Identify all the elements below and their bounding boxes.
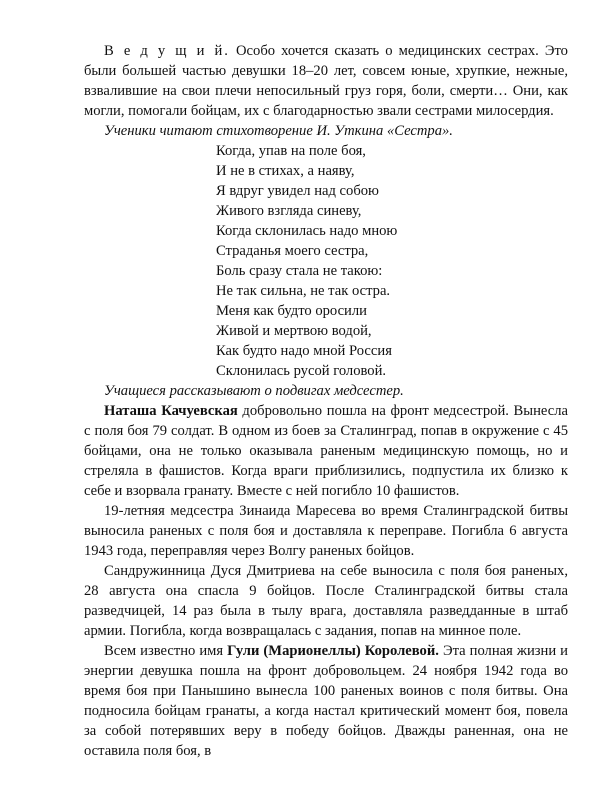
poem-line: Живого взгляда синеву, [216,203,362,219]
poem-line: Когда склонилась надо мною [216,223,398,239]
paragraph-kachuevskaya [84,401,568,501]
poem-line: Я вдруг увидел над собою [216,183,379,199]
poem-line: Живой и мертвою водой, [216,323,372,339]
poem-line: Склонилась русой головой. [216,363,387,379]
paragraph-mareseva: 19-летняя медсестра Зинаида Маресева во время Сталинградской битвы выносила раненых с поля боя и доставляла к переправе. Погибла 6 августа 1943 года, переправляя через Волгу раненых бойцов. [84,503,568,559]
paragraph-lead: Всем известно имя [104,643,228,659]
heroine-name: Наташа Качуевская [104,403,238,419]
stage-direction-stories: Учащиеся рассказывают о подвигах медсестер. [104,383,404,399]
paragraph-dmitrieva: Сандружинница Дуся Дмитриева на себе выносила с поля боя раненых, 28 августа она спасла 9 бойцов. После Сталинградской битвы стала разведчицей, 14 раз была в тылу врага, доставляла разведданные в штаб армии. Погибла, когда возвращалась с задания, попав на минное поле. [84,563,568,639]
paragraph-koroleva [84,641,568,761]
poem-line: И не в стихах, а наяву, [216,163,355,179]
heroine-name: Гули (Марионеллы) Королевой. [227,643,439,659]
poem [216,141,568,381]
intro-text: Особо хочется сказать о медицинских сестрах. Это были большей частью девушки 18–20 лет, совсем юные, хрупкие, нежные, взвалившие на свои плечи непосильный груз горя, боли, смерти… Они, как могли, помогали бойцам, их с благодарностью звали сестрами милосердия. [84,43,568,119]
poem-line: Не так сильна, не так остра. [216,283,391,299]
poem-line: Меня как будто оросили [216,303,367,319]
poem-line: Как будто надо мной Россия [216,343,392,359]
poem-line: Боль сразу стала не такою: [216,263,383,279]
stage-direction-poem: Ученики читают стихотворение И. Уткина «Сестра». [104,123,453,139]
paragraph-text: Эта полная жизни и энергии девушка пошла на фронт добровольцем. 24 ноября 1942 года во время боя при Панышино вынесла 100 раненых воинов с поля битвы. Она подносила бойцам гранаты, а когда настал критический момент боя, повела за собой потерявших веру в победу бойцов. Дважды раненная, она не оставила поля боя, в [84,643,568,759]
speaker-label: В е д у щ и й. [104,43,230,59]
poem-line: Когда, упав на поле боя, [216,143,366,159]
intro-paragraph [84,41,568,121]
poem-line: Страданья моего сестра, [216,243,369,259]
paragraph-text: добровольно пошла на фронт медсестрой. Вынесла с поля боя 79 солдат. В одном из боев за Сталинград, попав в окружение с 45 бойцами, она не только оказывала раненым медицинскую помощь, но и стреляла в фашистов. Когда враги приблизились, подпустила их близко к себе и взорвала гранату. Вместе с ней погибло 10 фашистов. [84,403,568,499]
document-body [84,41,568,761]
